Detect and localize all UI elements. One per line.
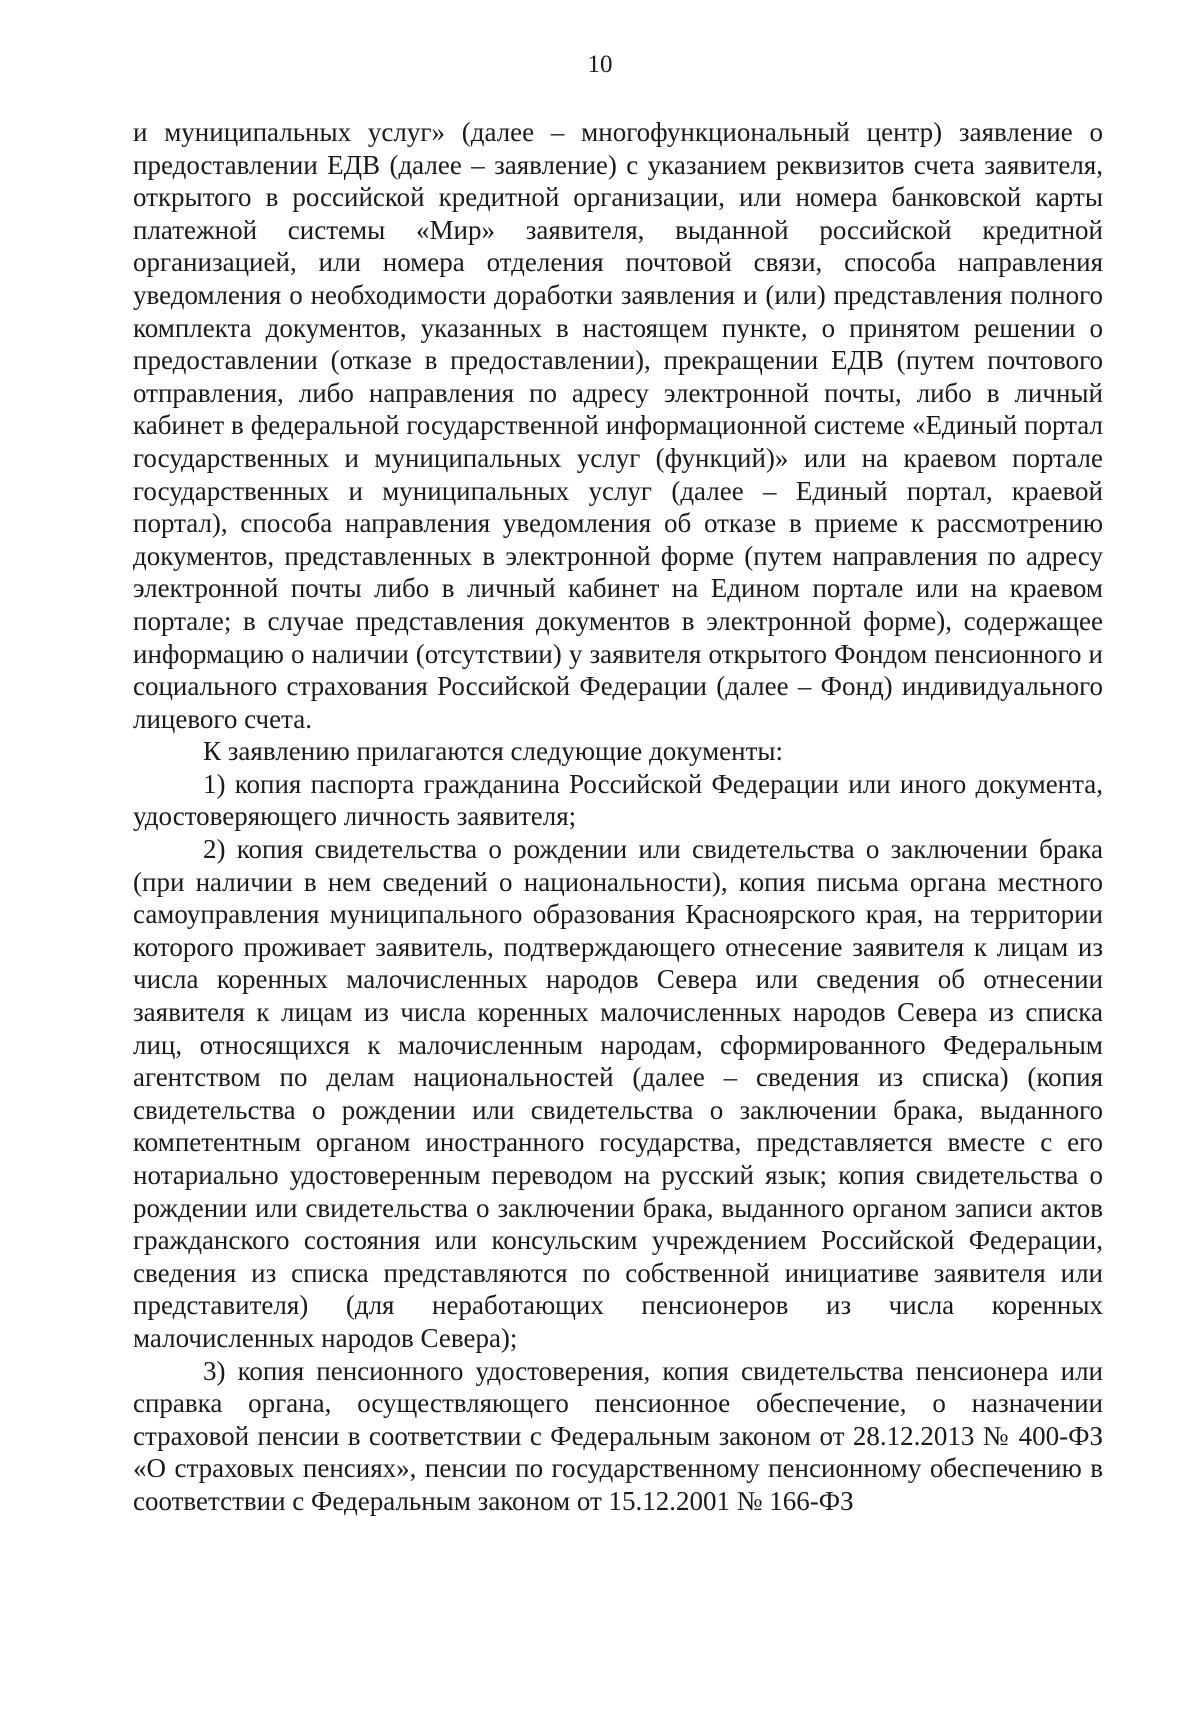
paragraph-item-3-pension-certificate: 3) копия пенсионного удостоверения, копия свидетельства пенсионера или справка органа, осуществляющего пенсионное обеспечение, о назначении страховой пенсии в соответствии с Федеральным законом от 28.12.2013 № 400-ФЗ «О страховых пенсиях», пенсии по государственному пенсионному обеспечению в соответствии с Федеральным законом от 15.12.2001 № 166-ФЗ: [133, 1355, 1103, 1516]
paragraph-application-requirements: и муниципальных услуг» (далее – многофункциональный центр) заявление о предоставлении ЕДВ (далее – заявление) с указанием реквизитов счета заявителя, открытого в российской кредитной организации, или номера банковской карты платежной системы «Мир» заявителя, выданной российской кредитной организацией, или номера отделения почтовой связи, способа направления уведомления о необходимости доработки заявления и (или) представления полного комплекта документов, указанных в настоящем пункте, о принятом решении о предоставлении (отказе в предоставлении), прекращении ЕДВ (путем почтового отправления, либо направления по адресу электронной почты, либо в личный кабинет в федеральной государственной информационной системе «Единый портал государственных и муниципальных услуг (функций)» или на краевом портале государственных и муниципальных услуг (далее – Единый портал, краевой портал), способа направления уведомления об отказе в приеме к рассмотрению документов, представленных в электронной форме (путем направления по адресу электронной почты либо в личный кабинет на Едином портале или на краевом портале; в случае представления документов в электронной форме), содержащее информацию о наличии (отсутствии) у заявителя открытого Фондом пенсионного и социального страхования Российской Федерации (далее – Фонд) индивидуального лицевого счета.: [133, 117, 1103, 734]
page-number: 10: [587, 51, 613, 78]
paragraph-item-2-birth-certificate: 2) копия свидетельства о рождении или свидетельства о заключении брака (при наличии в нем сведений о национальности), копия письма органа местного самоуправления муниципального образования Красноярского края, на территории которого проживает заявитель, подтверждающего отнесение заявителя к лицам из числа коренных малочисленных народов Севера или сведения об отнесении заявителя к лицам из числа коренных малочисленных народов Севера из списка лиц, относящихся к малочисленным народам, сформированного Федеральным агентством по делам национальностей (далее – сведения из списка) (копия свидетельства о рождении или свидетельства о заключении брака, выданного компетентным органом иностранного государства, представляется вместе с его нотариально удостоверенным переводом на русский язык; копия свидетельства о рождении или свидетельства о заключении брака, выданного органом записи актов гражданского состояния или консульским учреждением Российской Федерации, сведения из списка представляются по собственной инициативе заявителя или представителя) (для неработающих пенсионеров из числа коренных малочисленных народов Севера);: [133, 834, 1103, 1353]
paragraph-item-1-passport: 1) копия паспорта гражданина Российской Федерации или иного документа, удостоверяющего личность заявителя;: [133, 768, 1103, 832]
paragraph-attached-documents-intro: К заявлению прилагаются следующие документы:: [203, 736, 784, 767]
document-body: [133, 116, 1103, 1518]
